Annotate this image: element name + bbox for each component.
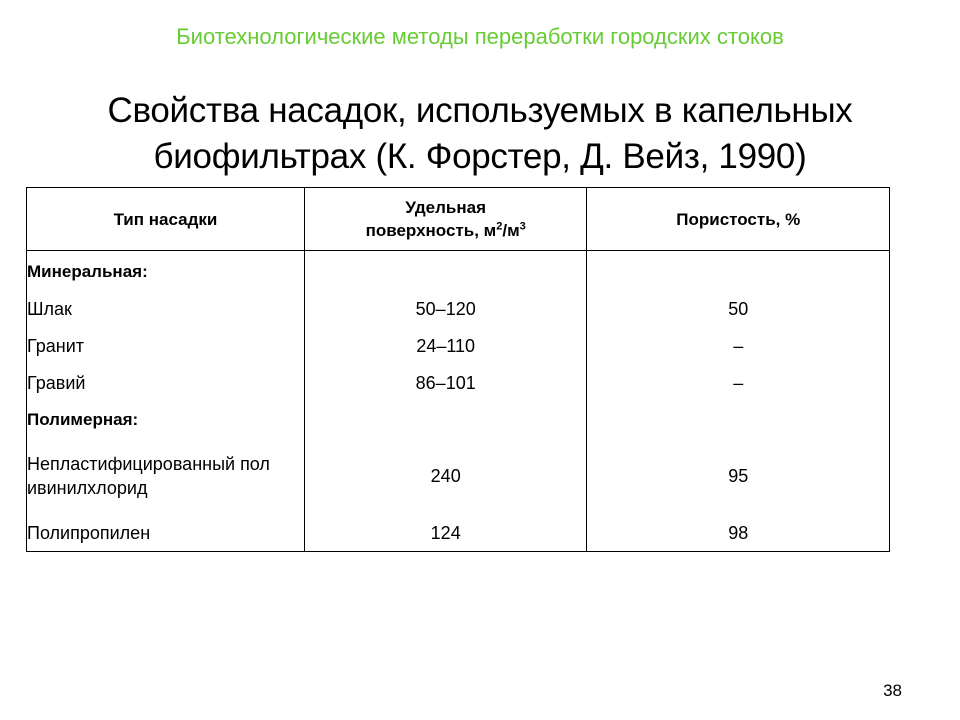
- surface-value: 240: [304, 438, 587, 514]
- packing-name: [27, 438, 305, 514]
- porosity-value: 95: [587, 438, 890, 514]
- slide-title-line-1: Свойства насадок, используемых в капельных: [107, 91, 853, 130]
- column-header-type: Тип насадки: [27, 188, 305, 251]
- column-header-surface-line-2: поверхность, м: [365, 221, 497, 240]
- column-header-surface-line-1: Удельная: [405, 198, 487, 217]
- packing-name: Шлак: [27, 290, 305, 327]
- packing-name: Гранит: [27, 327, 305, 364]
- slide-header: Биотехнологические методы переработки городских стоков: [176, 24, 784, 49]
- surface-value: 86–101: [304, 364, 587, 401]
- surface-value: 124: [304, 514, 587, 552]
- page-number: 38: [883, 681, 902, 700]
- packing-properties-table: [26, 187, 890, 552]
- surface-value: 24–110: [304, 327, 587, 364]
- porosity-value: 98: [587, 514, 890, 552]
- table-row: [27, 514, 890, 552]
- slide-title-line-2: биофильтрах (К. Форстер, Д. Вейз, 1990): [153, 137, 807, 176]
- table-row: [27, 364, 890, 401]
- table-row: [27, 327, 890, 364]
- porosity-value: –: [587, 327, 890, 364]
- column-header-surface-unit: /м: [502, 221, 520, 240]
- column-header-porosity: Пористость, %: [587, 188, 890, 251]
- superscript-2: 2: [496, 220, 503, 233]
- porosity-value: 50: [587, 290, 890, 327]
- table-row: [27, 438, 890, 514]
- surface-value: 50–120: [304, 290, 587, 327]
- slide-title: [40, 88, 920, 180]
- packing-name-text: Непластифицированный поливинилхлорид: [27, 454, 270, 498]
- table-row: [27, 290, 890, 327]
- superscript-3: 3: [519, 220, 526, 233]
- porosity-value: –: [587, 364, 890, 401]
- packing-name: Полипропилен: [27, 514, 305, 552]
- column-header-surface: [304, 188, 587, 251]
- packing-name: Гравий: [27, 364, 305, 401]
- table-header-row: [27, 188, 890, 251]
- table-group-row: [27, 251, 890, 291]
- group-label-polymer: Полимерная:: [27, 401, 305, 438]
- table-group-row: [27, 401, 890, 438]
- group-label-mineral: Минеральная:: [27, 251, 305, 291]
